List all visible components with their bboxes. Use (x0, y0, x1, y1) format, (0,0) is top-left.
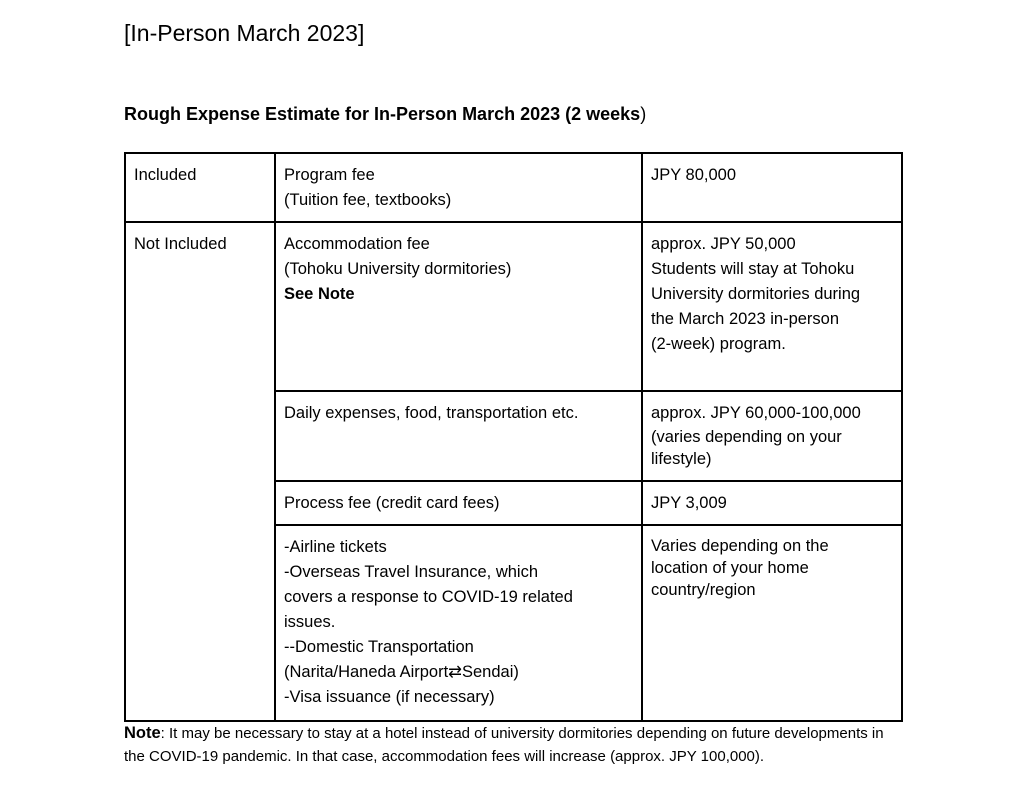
cost-line: Varies depending on the (651, 537, 829, 555)
category-not-included: Not Included (125, 222, 275, 721)
item-line: covers a response to COVID-19 related (284, 588, 573, 606)
note-label: Note (124, 724, 161, 742)
item-line: (Tuition fee, textbooks) (284, 191, 452, 209)
item-line: Program fee (284, 166, 375, 184)
item-line: (Narita/Haneda Airport⇄Sendai) (284, 663, 519, 681)
cost-accommodation-fee (642, 222, 902, 391)
table-title-paren: ) (640, 104, 647, 124)
cost-line: lifestyle) (651, 450, 712, 468)
item-other-expenses (275, 525, 642, 721)
category-included: Included (125, 153, 275, 222)
cost-line: country/region (651, 581, 756, 599)
item-line: -Overseas Travel Insurance, which (284, 563, 539, 581)
item-line: issues. (284, 613, 336, 631)
cost-line: approx. JPY 60,000-100,000 (651, 404, 861, 422)
item-line: -Airline tickets (284, 538, 387, 556)
cost-line: University dormitories during (651, 285, 861, 303)
cost-line: (varies depending on your (651, 428, 842, 446)
item-daily-expenses: Daily expenses, food, transportation etc. (275, 391, 642, 481)
table-row-accommodation-fee (125, 222, 902, 391)
cost-daily-expenses (642, 391, 902, 481)
table-title (124, 101, 646, 127)
cost-line: the March 2023 in-person (651, 310, 840, 328)
table-title-bold: Rough Expense Estimate for In-Person March 2023 (2 weeks (124, 104, 641, 124)
table-row-program-fee (125, 153, 902, 222)
item-program-fee (275, 153, 642, 222)
cost-program-fee: JPY 80,000 (642, 153, 902, 222)
note-text: : It may be necessary to stay at a hotel instead of university dormitories depending on future developments in the COVID-19 pandemic. In that case, accommodation fees will increase (approx. JPY 100,000). (124, 725, 884, 765)
cost-line: approx. JPY 50,000 (651, 235, 796, 253)
item-line: --Domestic Transportation (284, 638, 474, 656)
cost-line: location of your home (651, 559, 809, 577)
cost-line: Students will stay at Tohoku (651, 260, 855, 278)
expense-table (124, 152, 903, 722)
item-accommodation-fee (275, 222, 642, 391)
see-note-label: See Note (284, 285, 355, 303)
item-line: Accommodation fee (284, 235, 430, 253)
item-process-fee: Process fee (credit card fees) (275, 481, 642, 525)
footnote (124, 722, 894, 768)
cost-line: (2-week) program. (651, 335, 786, 353)
cost-process-fee: JPY 3,009 (642, 481, 902, 525)
item-line: -Visa issuance (if necessary) (284, 688, 495, 706)
page-heading: [In-Person March 2023] (124, 20, 365, 46)
item-line: (Tohoku University dormitories) (284, 260, 512, 278)
cost-other-expenses (642, 525, 902, 721)
